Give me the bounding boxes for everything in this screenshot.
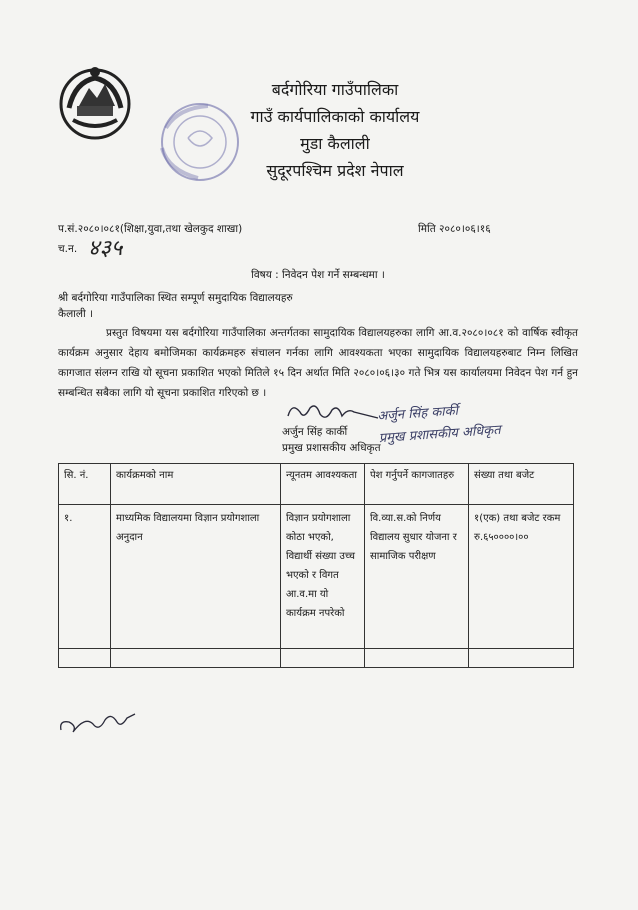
col-header-documents: पेश गर्नुपर्ने कागजातहरु [365,464,469,505]
empty-cell [111,649,281,668]
recipient-line: श्री बर्दगोरिया गाउँपालिका स्थित सम्पूर्ण समुदायिक विद्यालयहरु [58,292,293,304]
header-line-4: सुदूरपश्चिम प्रदेश नेपाल [266,161,404,180]
signer-block [282,424,381,456]
initials-scribble [55,702,145,738]
header-line-2: गाउँ कार्यपालिकाको कार्यालय [250,107,420,126]
empty-cell [59,649,111,668]
signature-scribble [282,398,382,426]
table-row [59,505,574,649]
letterhead [230,76,440,184]
col-header-minimum-requirement: न्यूनतम आवश्यकता [281,464,365,505]
letter-body [58,323,578,403]
reference-number: प.सं.२०८०।०८१(शिक्षा,युवा,तथा खेलकुद शाखा) [58,223,243,235]
header-line-1: बर्दगोरिया गाउँपालिका [271,80,399,99]
cell-program-name: माध्यमिक विद्यालयमा विज्ञान प्रयोगशाला अनुदान [111,505,281,649]
letter-body-text: प्रस्तुत विषयमा यस बर्दगोरिया गाउँपालिका अन्तर्गतका सामुदायिक विद्यालयहरुका लागि आ.व.२०८०।०८१ को वार्षिक स्वीकृत कार्यक्रम अनुसार देहाय बमोजिमका कार्यक्रमहरु संचालन गर्नका लागि आवश्यकता भएका सामुदायिक विद्यालयहरुबाट निम्न लिखित कागजात संलग्न राखि यो सूचना प्रकाशित भएको मितिले १५ दिन अर्थात मिति २०८०।०६।३० गते भित्र यस कार्यालयमा निवेदन पेश गर्न हुन सम्बन्धित सबैका लागि यो सूचना प्रकाशित गरिएको छ । [58,327,578,399]
signer-name: अर्जुन सिंह कार्की [282,426,348,438]
recipient-place: कैलाली । [58,308,94,320]
government-emblem [55,62,135,142]
program-table [58,463,574,668]
stamp-name: अर्जुन सिंह कार्की [376,403,459,425]
subject-line: विषय : निवेदन पेश गर्ने सम्बन्धमा । [251,269,385,281]
cell-documents: वि.व्या.स.को निर्णय विद्यालय सुधार योजना र सामाजिक परीक्षण [365,505,469,649]
empty-cell [469,649,574,668]
chalan-number: ४३५ [88,236,123,261]
letter-date: मिति २०८०।०६।१६ [418,223,491,235]
cell-count-budget: १(एक) तथा बजेट रकम रु.६५००००।०० [469,505,574,649]
signer-title: प्रमुख प्रशासकीय अधिकृत [282,442,381,454]
empty-cell [281,649,365,668]
col-header-count-budget: संख्या तथा बजेट [469,464,574,505]
chalan-label: च.न. [58,243,78,255]
stamp-title: प्रमुख प्रशासकीय अधिकृत [378,422,502,447]
cell-sn: १. [59,505,111,649]
col-header-sn: सि. नं. [59,464,111,505]
table-row-empty [59,649,574,668]
empty-cell [365,649,469,668]
header-line-3: मुडा कैलाली [300,134,370,153]
cell-minimum-requirement: विज्ञान प्रयोगशाला कोठा भएको, विद्यार्थी संख्या उच्च भएको र विगत आ.व.मा यो कार्यक्रम नपरेको [281,505,365,649]
table-header-row [59,464,574,505]
col-header-program-name: कार्यक्रमको नाम [111,464,281,505]
signer-stamp [377,398,502,450]
